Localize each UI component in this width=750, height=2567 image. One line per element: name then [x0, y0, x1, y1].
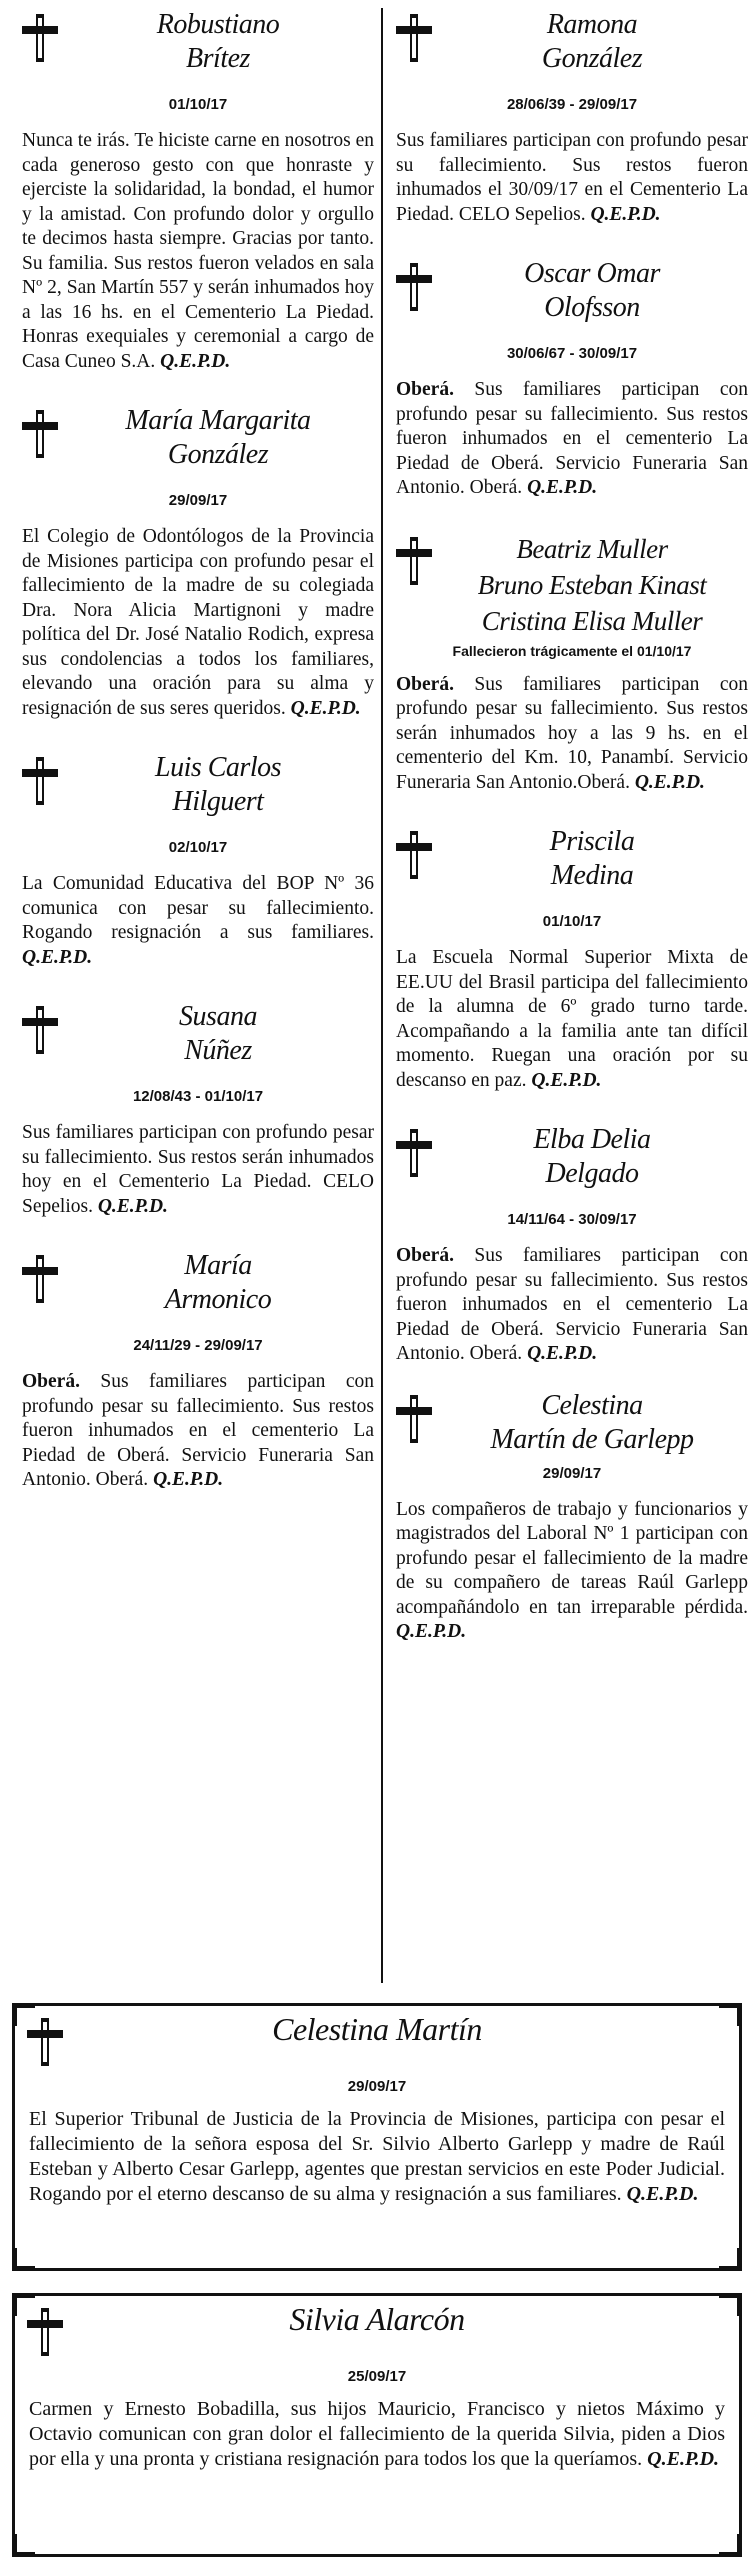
cross-icon	[22, 410, 58, 458]
notice-date: 28/06/39 - 29/09/17	[506, 96, 638, 113]
qepd-label: Q.E.P.D.	[527, 477, 598, 498]
notice-text: El Colegio de Odontólogos de la Provincia de Misiones participa con profundo pesar el fallecimiento de la madre de su colegiada Dra. Nora Alicia Martignoni y madre política del Dr. José Natalio Rodich, expresa sus condolencias a todos los familiares, elevando una oración para su alma y resignación de sus seres queridos. Q.E.P.D.	[22, 526, 374, 719]
qepd-label: Q.E.P.D.	[626, 2183, 699, 2205]
notice-date: 25/09/17	[347, 2368, 407, 2385]
city-lead: Oberá.	[396, 673, 454, 695]
cross-icon	[22, 1006, 58, 1054]
qepd-label: Q.E.P.D.	[290, 697, 361, 719]
notice-text: La Comunidad Educativa del BOP Nº 36 comunica con pesar su fallecimiento. Rogando resignación a sus familiares. Q.E.P.D.	[22, 873, 374, 968]
notice-text: Nunca te irás. Te hiciste carne en nosotros en cada generoso gesto con que honraste y ejerciste la solidaridad, la bondad, el humor y la amistad. Con profundo dolor y orgullo te decimos hasta siempre. Gracias por tanto. Su familia. Sus restos fueron velados en sala Nº 2, San Martín 557 y serán inhumados hoy a las 16 hs. en el Cementerio La Piedad. Honras exequiales y ceremonial a cargo de Casa Cuneo S.A. Q.E.P.D.	[22, 130, 374, 372]
deceased-name: María Margarita González	[125, 405, 311, 470]
deceased-name: Silvia Alarcón	[289, 2301, 465, 2337]
notice-subtitle: Fallecieron trágicamente el 01/10/17	[452, 642, 692, 659]
cross-icon	[396, 14, 432, 62]
deceased-name: Priscila Medina	[549, 826, 635, 891]
deceased-name: Susana Núñez	[179, 1001, 257, 1066]
obituary-notice	[396, 249, 748, 501]
notice-date: 01/10/17	[542, 913, 602, 930]
qepd-label: Q.E.P.D.	[160, 350, 231, 372]
notice-text: Oberá. Sus familiares participan con profundo pesar su fallecimiento. Sus restos fueron inhumados en el cementerio La Piedad de Oberá. Servicio Funeraria San Antonio. Oberá. Q.E.P.D.	[22, 1371, 375, 1490]
framed-obituary	[12, 2293, 742, 2557]
notice-date: 24/11/29 - 29/09/17	[133, 1337, 263, 1354]
qepd-label: Q.E.P.D.	[396, 1621, 467, 1642]
deceased-name: Elba Delia Delgado	[533, 1124, 651, 1189]
cross-icon	[22, 14, 58, 62]
notice-text: Carmen y Ernesto Bobadilla, sus hijos Mauricio, Francisco y nietos Máximo y Octavio comunican con gran dolor el fallecimiento de la querida Silvia, piden a Dios por ella y una pronta y cristiana resignación para todos los que la queríamos. Q.E.P.D.	[29, 2398, 725, 2470]
deceased-name: Ramona González	[541, 9, 643, 74]
obituary-notice	[396, 1381, 748, 1645]
notice-date: 29/09/17	[542, 1464, 602, 1482]
column-divider	[381, 8, 383, 1983]
city-lead: Oberá.	[22, 1371, 80, 1392]
notice-date: 29/09/17	[168, 492, 228, 509]
qepd-label: Q.E.P.D.	[590, 203, 661, 225]
qepd-label: Q.E.P.D.	[153, 1469, 224, 1490]
notice-text: El Superior Tribunal de Justicia de la Provincia de Misiones, participa con pesar el fallecimiento de la señora esposa del Sr. Silvio Alberto Garlepp y madre de Raúl Esteban y Alberto Cesar Garlepp, agentes que prestan servicios en este Poder Judicial. Rogando por el eterno descanso de su alma y resignación a sus familiares. Q.E.P.D.	[29, 2108, 725, 2205]
right-column	[396, 0, 748, 1645]
obituary-notice	[22, 396, 374, 721]
qepd-label: Q.E.P.D.	[22, 946, 93, 968]
cross-icon	[396, 1129, 432, 1177]
notice-date: 02/10/17	[168, 839, 228, 856]
notice-text: Los compañeros de trabajo y funcionarios y magistrados del Laboral Nº 1 participan con profundo pesar el fallecimiento de la madre de su compañero de tareas Raúl Garlepp acompañándolo en tan irreparable pérdida. Q.E.P.D.	[396, 1498, 748, 1642]
notice-text: La Escuela Normal Superior Mixta de EE.UU del Brasil participa del fallecimiento de la alumna de 6º grado turno tarde. Acompañando a la familia ante tan difícil momento. Ruegan una oración por su descanso en paz. Q.E.P.D.	[396, 947, 748, 1091]
obituary-notice	[396, 817, 748, 1093]
notice-date: 29/09/17	[347, 2078, 407, 2095]
deceased-name: Robustiano Brítez	[156, 9, 280, 74]
left-column	[22, 0, 374, 1493]
cross-icon	[396, 537, 432, 585]
city-lead: Oberá.	[396, 1245, 454, 1266]
notice-text: Oberá. Sus familiares participan con profundo pesar su fallecimiento. Sus restos fueron inhumados en el cementerio La Piedad de Oberá. Servicio Funeraria San Antonio. Oberá. Q.E.P.D.	[396, 1245, 749, 1364]
qepd-label: Q.E.P.D.	[527, 1343, 598, 1364]
qepd-label: Q.E.P.D.	[531, 1069, 602, 1091]
notice-text: Sus familiares participan con profundo pesar su fallecimiento. Sus restos fueron inhumados el 30/09/17 en el Cementerio La Piedad. CELO Sepelios. Q.E.P.D.	[396, 130, 748, 225]
obituary-notice	[22, 1241, 374, 1493]
framed-obituary	[12, 2003, 742, 2271]
cross-icon	[22, 757, 58, 805]
deceased-name: Luis Carlos Hilguert	[155, 752, 281, 817]
notice-text: Sus familiares participan con profundo pesar su fallecimiento. Sus restos serán inhumados hoy en el Cementerio La Piedad. CELO Sepelios. Q.E.P.D.	[22, 1122, 374, 1217]
obituary-notice	[22, 992, 374, 1219]
cross-icon	[22, 1255, 58, 1303]
city-lead: Oberá.	[396, 379, 454, 400]
cross-icon	[396, 831, 432, 879]
qepd-label: Q.E.P.D.	[647, 2448, 720, 2470]
cross-icon	[396, 263, 432, 311]
deceased-name: Beatriz Muller Bruno Esteban Kinast Cristina Elisa Muller	[477, 533, 707, 636]
notice-text: Oberá. Sus familiares participan con profundo pesar su fallecimiento. Sus restos serán inhumados hoy a las 9 hs. en el cementerio del Km. 10, Panambí. Servicio Funeraria San Antonio.Oberá. Q.E.P.D.	[396, 673, 749, 793]
deceased-name: Oscar Omar Olofsson	[524, 258, 660, 323]
notice-date: 14/11/64 - 30/09/17	[507, 1211, 637, 1228]
qepd-label: Q.E.P.D.	[97, 1195, 168, 1217]
deceased-name: María Armonico	[164, 1250, 272, 1315]
cross-icon	[396, 1395, 432, 1443]
obituary-notice	[22, 743, 374, 970]
deceased-name: Celestina Martín de Garlepp	[490, 1389, 694, 1455]
obituary-notice	[396, 0, 748, 227]
deceased-name: Celestina Martín	[272, 2011, 482, 2047]
obituary-notice	[396, 523, 748, 796]
qepd-label: Q.E.P.D.	[634, 771, 705, 793]
obituary-notice	[396, 1115, 748, 1367]
notice-date: 01/10/17	[168, 96, 228, 113]
notice-date: 30/06/67 - 30/09/17	[506, 345, 638, 362]
obituary-notice	[22, 0, 374, 374]
notice-date: 12/08/43 - 01/10/17	[132, 1088, 264, 1105]
notice-text: Oberá. Sus familiares participan con profundo pesar su fallecimiento. Sus restos fueron inhumados en el cementerio La Piedad de Oberá. Servicio Funeraria San Antonio. Oberá. Q.E.P.D.	[396, 379, 749, 498]
